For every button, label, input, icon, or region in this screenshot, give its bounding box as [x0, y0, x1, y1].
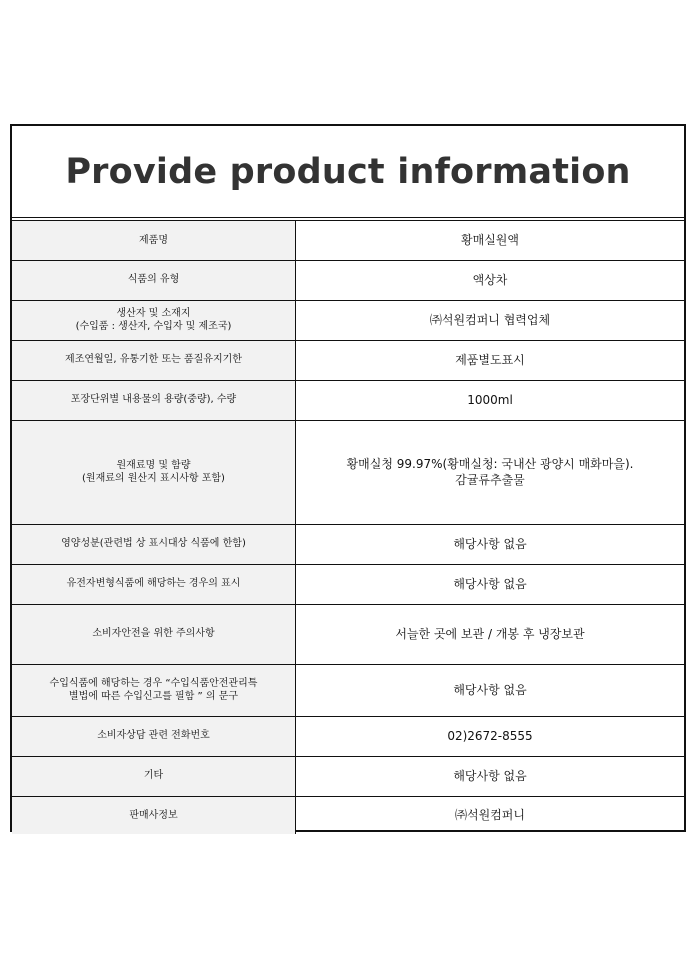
row-value-text: 해당사항 없음	[453, 576, 527, 591]
product-info-sheet	[10, 124, 686, 832]
table-row	[12, 524, 684, 564]
title-box	[12, 126, 684, 218]
table-row	[12, 604, 684, 664]
row-label	[12, 524, 296, 564]
table-row	[12, 716, 684, 756]
row-value	[296, 604, 685, 664]
row-value	[296, 420, 685, 524]
row-label-text: 유전자변형식품에 해당하는 경우의 표시	[66, 578, 241, 590]
table-row	[12, 564, 684, 604]
row-value	[296, 664, 685, 716]
row-label-text: 소비자상담 관련 전화번호	[97, 730, 210, 742]
row-label	[12, 380, 296, 420]
row-label-text: 기타	[143, 770, 164, 782]
row-label-text: 수입식품에 해당하는 경우 “수입식품안전관리특 별법에 따른 수입신고를 필함 ” 의 문구	[49, 677, 258, 702]
row-label-text: 식품의 유형	[127, 274, 180, 286]
product-info-table	[12, 221, 684, 834]
row-value-text: 해당사항 없음	[453, 768, 527, 783]
row-value	[296, 221, 685, 260]
row-value-text: 서늘한 곳에 보관 / 개봉 후 냉장보관	[395, 626, 585, 641]
row-value-text: 액상차	[472, 272, 508, 287]
row-value-text: 황매실청 99.97%(황매실청: 국내산 광양시 매화마을). 감귤류추출물	[346, 456, 634, 487]
row-label	[12, 340, 296, 380]
row-value-text: 황매실원액	[461, 233, 519, 248]
row-value	[296, 564, 685, 604]
page-title: Provide product information	[65, 151, 631, 192]
row-value-text: 해당사항 없음	[453, 536, 527, 551]
table-row	[12, 796, 684, 834]
row-value	[296, 380, 685, 420]
row-value	[296, 756, 685, 796]
table-row	[12, 221, 684, 260]
row-label	[12, 420, 296, 524]
row-label-text: 원재료명 및 함량 (원재료의 원산지 표시사항 포함)	[82, 459, 225, 484]
row-label	[12, 221, 296, 260]
row-label-text: 판매사정보	[129, 809, 178, 821]
row-value-text: 제품별도표시	[455, 352, 525, 367]
row-label	[12, 564, 296, 604]
row-label-text: 포장단위별 내용물의 용량(중량), 수량	[70, 394, 237, 406]
row-value	[296, 716, 685, 756]
row-label	[12, 716, 296, 756]
table-row	[12, 300, 684, 340]
row-label	[12, 664, 296, 716]
row-label-text: 제조연월일, 유통기한 또는 품질유지기한	[65, 354, 242, 366]
table-row	[12, 756, 684, 796]
row-label-text: 생산자 및 소재지 (수입품 : 생산자, 수입자 및 제조국)	[75, 307, 232, 332]
row-label	[12, 756, 296, 796]
table-row	[12, 664, 684, 716]
row-value	[296, 524, 685, 564]
row-label	[12, 796, 296, 834]
row-value-text: 02)2672-8555	[447, 728, 533, 743]
row-value	[296, 260, 685, 300]
row-value-text: ㈜석원컴퍼니	[455, 808, 525, 823]
row-label	[12, 300, 296, 340]
row-label	[12, 260, 296, 300]
row-label	[12, 604, 296, 664]
row-value-text: ㈜석원컴퍼니 협력업체	[429, 312, 551, 327]
row-value-text: 해당사항 없음	[453, 682, 527, 697]
row-value	[296, 796, 685, 834]
row-value	[296, 340, 685, 380]
table-row	[12, 420, 684, 524]
row-label-text: 영양성분(관련법 상 표시대상 식품에 한함)	[61, 538, 246, 550]
table-row	[12, 380, 684, 420]
row-label-text: 제품명	[139, 234, 168, 246]
row-value	[296, 300, 685, 340]
table-row	[12, 340, 684, 380]
row-value-text: 1000ml	[467, 392, 513, 407]
table-row	[12, 260, 684, 300]
row-label-text: 소비자안전을 위한 주의사항	[92, 628, 215, 640]
